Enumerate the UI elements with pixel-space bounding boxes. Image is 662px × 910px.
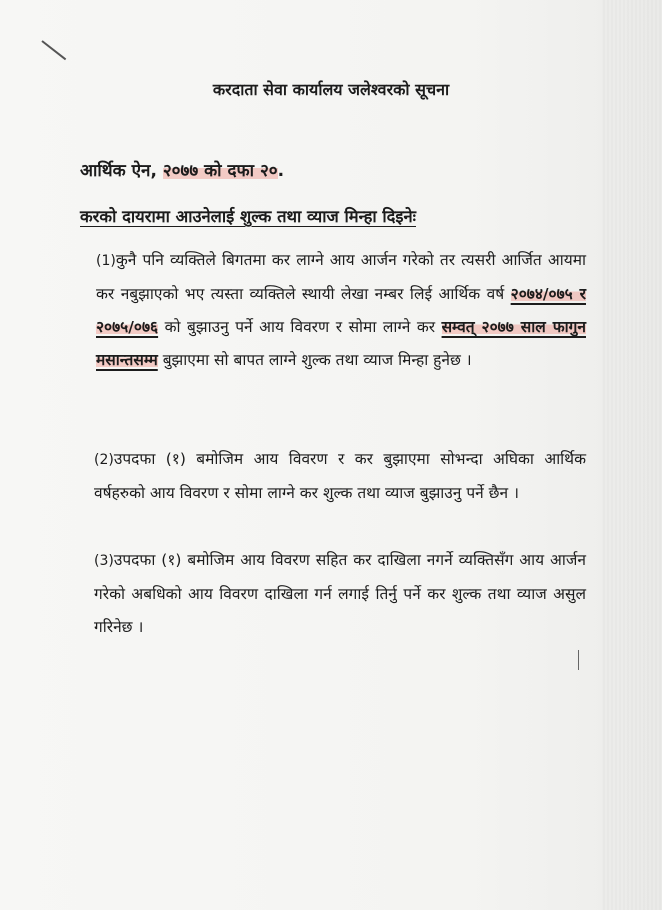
pen-mark <box>41 40 66 60</box>
scan-edge-shadow <box>602 0 662 910</box>
clause-1-text-a: कुनै पनि व्यक्तिले बिगतमा कर लाग्ने आय आर्जन गरेको तर त्यसरी आर्जित आयमा कर नबुझाएको भए त्यस्ता व्यक्तिले स्थायी लेखा नम्बर लिई आर्थिक वर्ष <box>96 251 586 303</box>
clause-number: (3) <box>94 553 114 569</box>
notice-title: करदाता सेवा कार्यालय जलेश्वरको सूचना <box>212 80 450 99</box>
section-subheading: करको दायरामा आउनेलाई शुल्क तथा व्याज मिन्हा दिइनेः <box>80 207 416 226</box>
clause-number: (2) <box>94 452 114 468</box>
clause-2-text: उपदफा (१) बमोजिम आय विवरण र कर बुझाएमा सोभन्दा अघिका आर्थिक वर्षहरुको आय विवरण र सोमा लाग्ने कर शुल्क तथा व्याज बुझाउनु पर्ने छैन । <box>94 450 586 502</box>
clause-2 <box>94 443 586 510</box>
clause-3-text: उपदफा (१) बमोजिम आय विवरण सहित कर दाखिला नगर्ने व्यक्तिसँग आय आर्जन गरेको अबधिको आय विवरण दाखिला गर्न लगाई तिर्नु पर्ने कर शुल्क तथा व्याज असुल गरिनेछ । <box>94 551 586 636</box>
clause-1 <box>96 244 586 377</box>
clause-1-text-b: को बुझाउनु पर्ने आय विवरण र सोमा लाग्ने कर <box>158 318 442 336</box>
margin-mark <box>578 650 579 670</box>
act-reference <box>80 158 284 181</box>
clause-3 <box>94 544 586 644</box>
fiscal-years-underlined: २०७४/०७५ र २०७५/०७६ <box>96 285 586 336</box>
act-section-highlight: २०७७ को दफा २० <box>162 161 278 181</box>
act-prefix: आर्थिक ऐन, <box>80 161 163 181</box>
act-suffix: . <box>277 161 285 181</box>
clause-number: (1) <box>96 253 116 269</box>
deadline-underlined: सम्वत् २०७७ साल फागुन मसान्तसम्म <box>96 318 586 369</box>
clause-1-text-c: बुझाएमा सो बापत लाग्ने शुल्क तथा व्याज मिन्हा हुनेछ । <box>157 351 472 369</box>
